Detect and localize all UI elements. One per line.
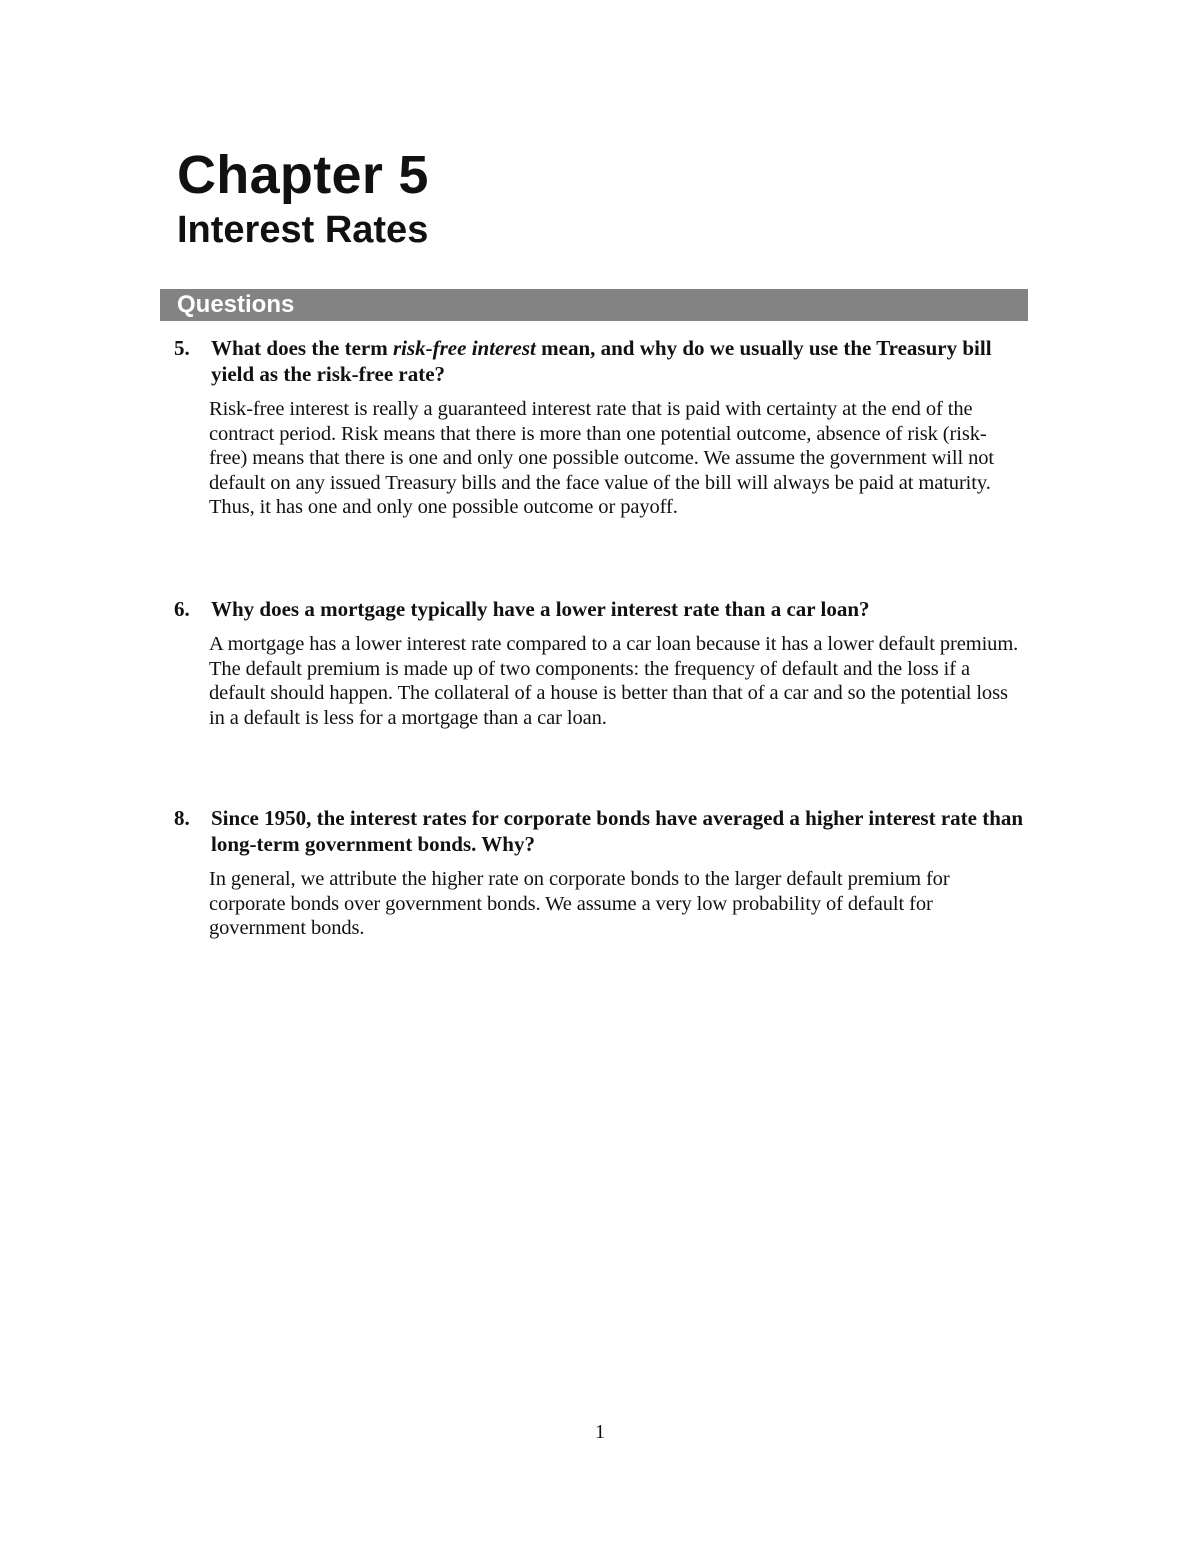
section-header-bar — [160, 289, 1028, 321]
question-text — [174, 805, 1024, 857]
question-block-8 — [174, 805, 1024, 941]
question-number: 5. — [174, 336, 190, 360]
question-text-part: Since 1950, the interest rates for corporate bonds have averaged a higher interest rate than long-term government bonds. Why? — [211, 806, 1024, 856]
page-number: 1 — [595, 1421, 605, 1443]
answer-text: Risk-free interest is really a guaranteed interest rate that is paid with certainty at the end of the contract period. Risk means that there is more than one potential outcome, absence of risk (risk-free) means that there is one and only one possible outcome. We assume the government will not default on any issued Treasury bills and the face value of the bill will always be paid at maturity. Thus, it has one and only one possible outcome or payoff. — [209, 398, 995, 519]
question-number: 8. — [174, 806, 190, 830]
question-number: 6. — [174, 597, 190, 621]
question-block-6 — [174, 596, 1024, 730]
question-text-part: Why does a mortgage typically have a lower interest rate than a car loan? — [211, 597, 870, 621]
question-text — [174, 596, 1024, 622]
section-label: Questions — [177, 291, 295, 318]
question-block-5 — [174, 335, 1024, 520]
question-text-part: mean, and why do we usually use the Treasury bill yield as the risk-free rate? — [211, 336, 992, 386]
question-text-part: What does the term — [211, 336, 393, 360]
answer-text: A mortgage has a lower interest rate compared to a car loan because it has a lower default premium. The default premium is made up of two components: the frequency of default and the loss if a default should happen. The collateral of a house is better than that of a car and so the potential loss in a default is less for a mortgage than a car loan. — [209, 633, 1019, 729]
answer-text: In general, we attribute the higher rate on corporate bonds to the larger default premium for corporate bonds over government bonds. We assume a very low probability of default for government bonds. — [209, 868, 950, 940]
chapter-title: Chapter 5 — [177, 145, 429, 205]
question-text — [174, 335, 1024, 387]
chapter-subtitle: Interest Rates — [177, 209, 429, 251]
question-emphasis: risk-free interest — [392, 336, 536, 360]
